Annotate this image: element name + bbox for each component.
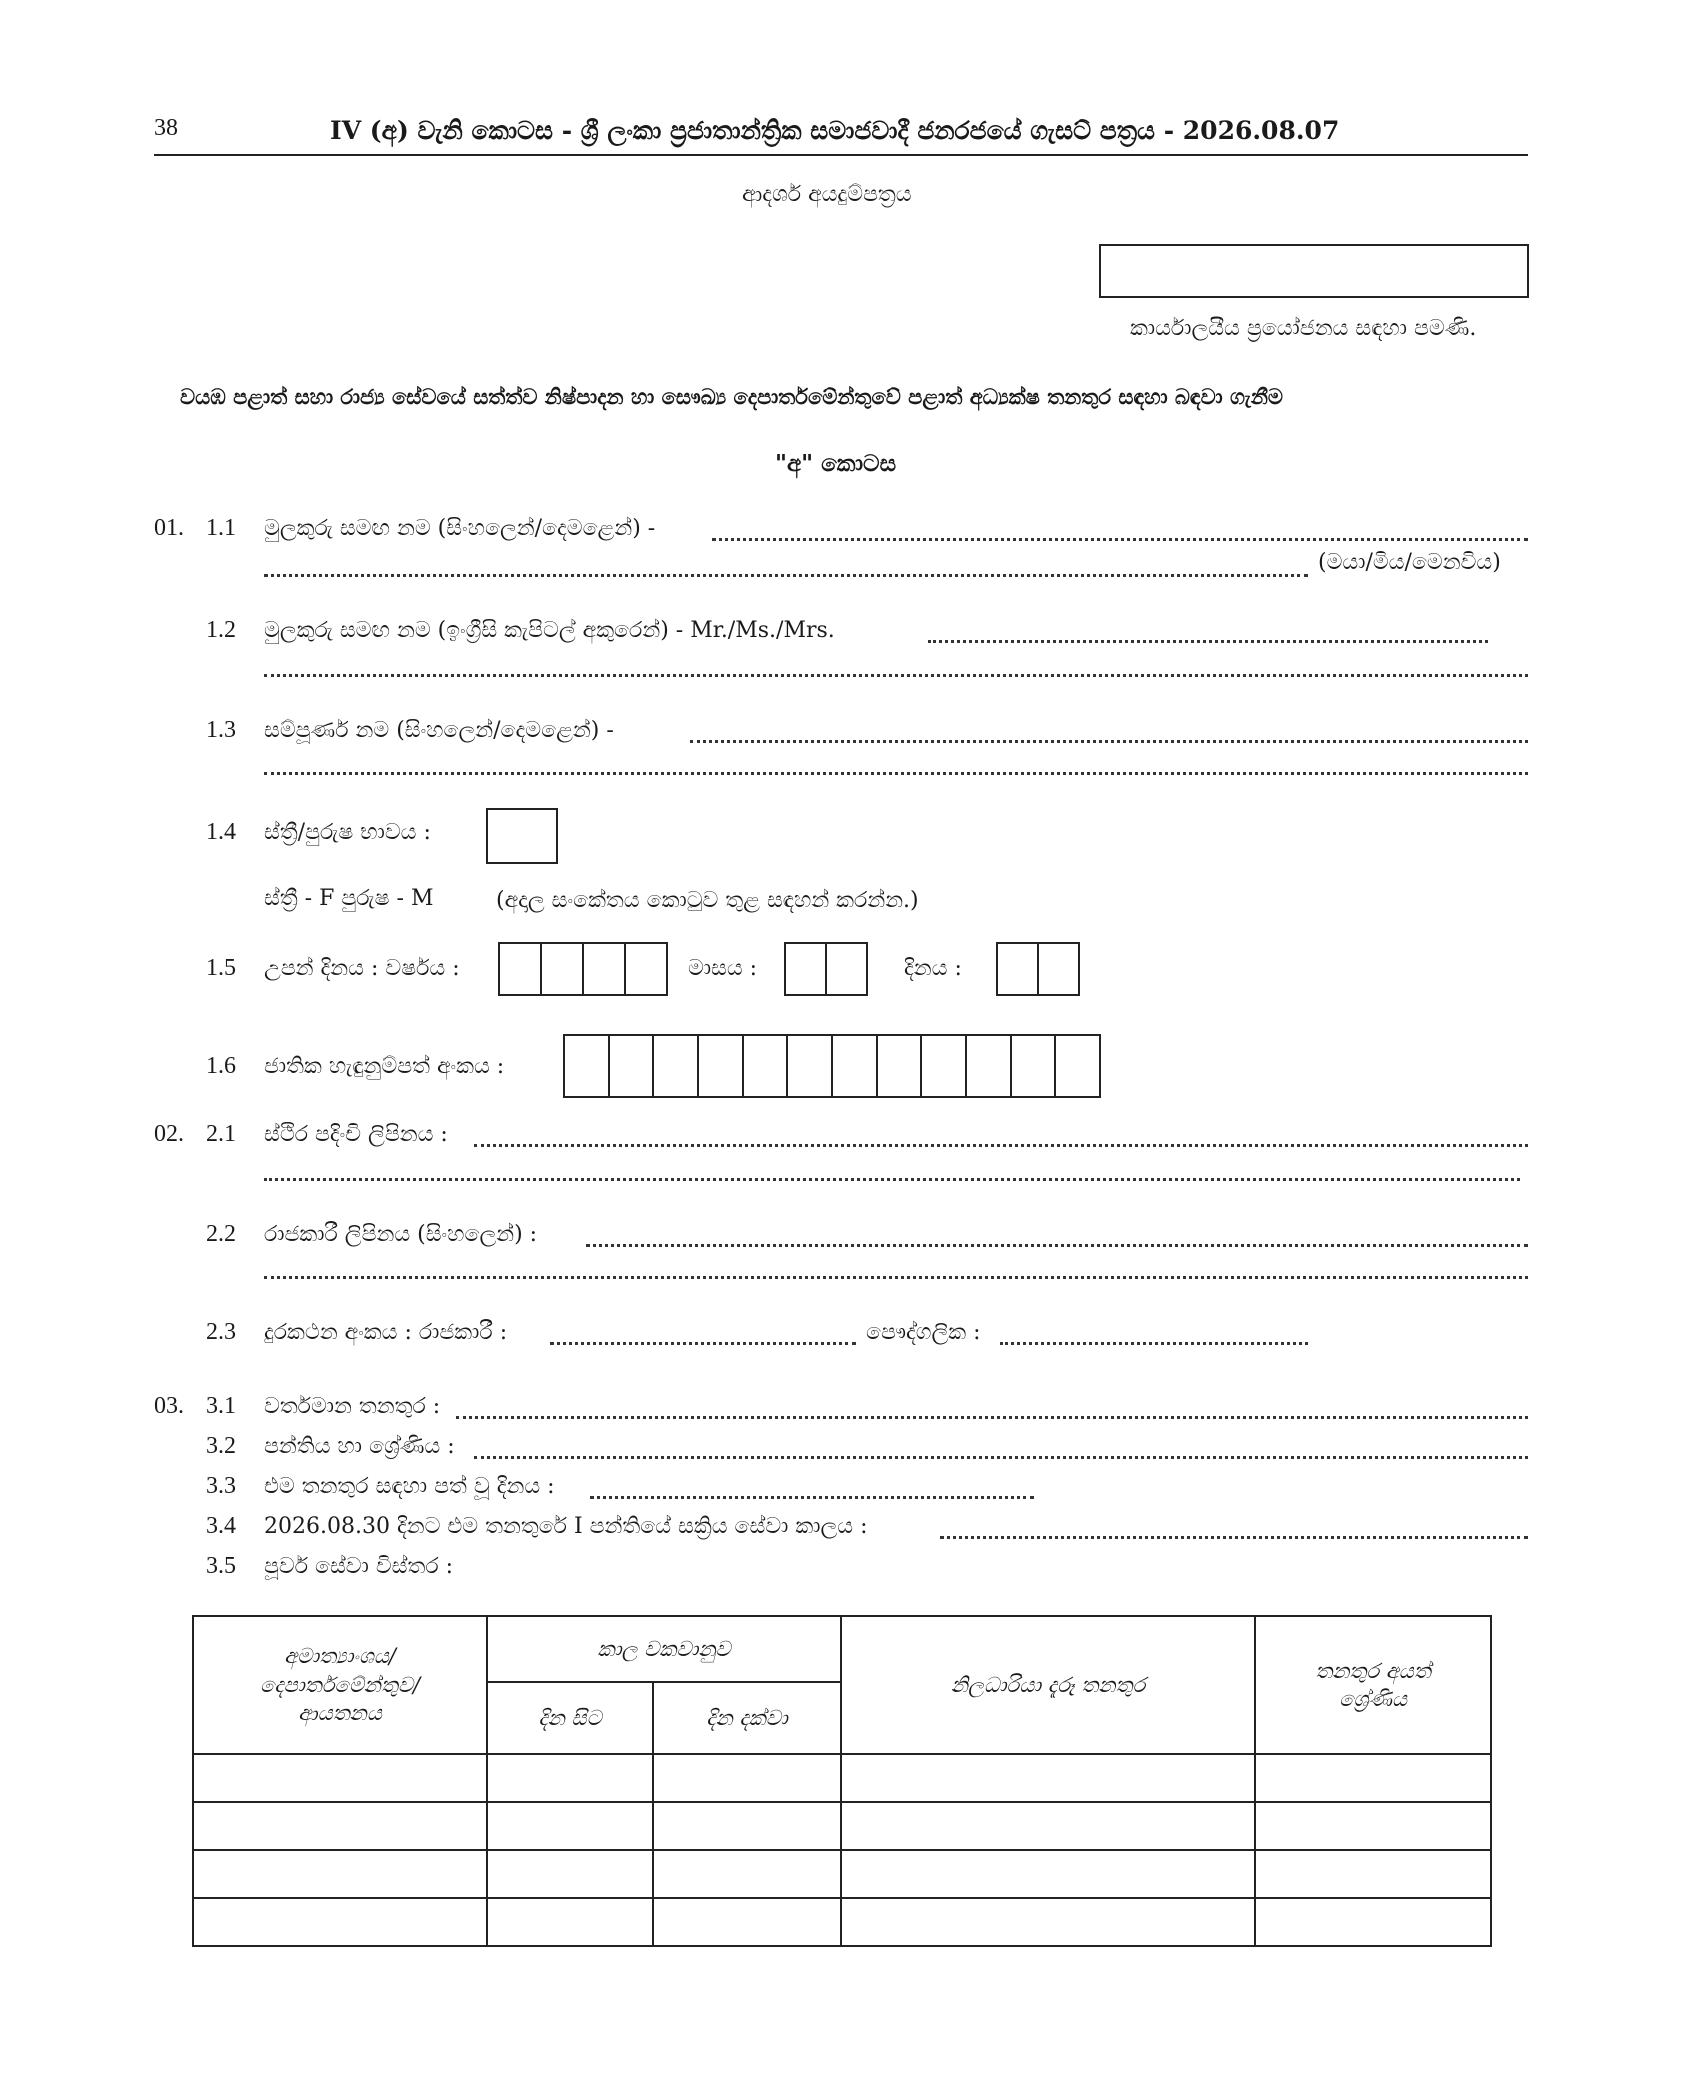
- birth-month-label: මාසය :: [688, 956, 758, 981]
- form-heading: ආදර්ශ අයදුම්පත්‍රය: [742, 182, 912, 207]
- q1-6-label: ජාතික හැඳුනුම්පත් අංකය :: [264, 1054, 505, 1079]
- table-cell[interactable]: [487, 1898, 653, 1946]
- q3-2-number: 3.2: [206, 1433, 236, 1459]
- gazette-header-title: IV (අ) වැනි කොටස - ශ්‍රී ලංකා ප්‍රජාතාන්ත්‍රික සමාජවාදී ජනරජයේ ගැසට් පත්‍රය - 2026.08.07: [330, 116, 1340, 145]
- q1-3-label: සම්පූර්ණ නම (සිංහලෙන්/දෙමළෙන්) -: [264, 718, 614, 743]
- nic-number-boxes[interactable]: [563, 1034, 1101, 1098]
- birth-month-boxes[interactable]: [784, 942, 868, 996]
- table-cell[interactable]: [653, 1850, 841, 1898]
- q1-1-number: 1.1: [206, 515, 236, 541]
- table-cell[interactable]: [193, 1850, 487, 1898]
- birth-year-boxes[interactable]: [498, 942, 668, 996]
- header-grade: තනතුර අයත් ශ්‍රේණිය: [1255, 1616, 1491, 1754]
- section-02-number: 02.: [154, 1121, 184, 1147]
- previous-service-table: [192, 1615, 1492, 1947]
- main-title: වයඹ පළාත් සහා රාජ්‍ය සේවයේ සත්ත්ව නිෂ්පාදන හා සෞඛ්‍ය දෙපාර්තමේන්තුවේ පළාත් අධ්‍යක්ෂ තනතුර සඳහා බඳවා ගැනීම: [180, 384, 1283, 409]
- table-cell[interactable]: [193, 1898, 487, 1946]
- gender-code-box[interactable]: [486, 808, 558, 864]
- q3-3-label: එම තනතුර සඳහා පත් වූ දිනය :: [264, 1474, 555, 1499]
- table-cell[interactable]: [841, 1754, 1255, 1802]
- header-to-date: දින දක්වා: [653, 1682, 841, 1754]
- table-cell[interactable]: [1255, 1898, 1491, 1946]
- q3-1-number: 3.1: [206, 1393, 236, 1419]
- q1-3-input-line-1[interactable]: [690, 740, 1528, 743]
- q1-1-input-line-1[interactable]: [712, 538, 1528, 541]
- q2-2-number: 2.2: [206, 1221, 236, 1247]
- table-cell[interactable]: [653, 1898, 841, 1946]
- q2-2-input-line-2[interactable]: [264, 1276, 1528, 1279]
- q2-1-label: ස්ථිර පදිංචි ලිපිනය :: [264, 1122, 448, 1147]
- header-period: කාල වකවානුව: [487, 1616, 841, 1682]
- q1-2-number: 1.2: [206, 617, 236, 643]
- table-cell[interactable]: [193, 1754, 487, 1802]
- header-rule: [154, 154, 1528, 156]
- q3-3-number: 3.3: [206, 1473, 236, 1499]
- birth-day-boxes[interactable]: [996, 942, 1080, 996]
- table-cell[interactable]: [193, 1802, 487, 1850]
- table-cell[interactable]: [841, 1802, 1255, 1850]
- q2-1-input-line-1[interactable]: [474, 1144, 1528, 1147]
- table-cell[interactable]: [1255, 1802, 1491, 1850]
- table-cell[interactable]: [653, 1754, 841, 1802]
- page-number: 38: [154, 115, 178, 141]
- table-row: [193, 1898, 1491, 1946]
- table-cell[interactable]: [487, 1850, 653, 1898]
- section-01-number: 01.: [154, 515, 184, 541]
- office-use-label: කාර්යාලයීය ප්‍රයෝජනය සඳහා පමණි.: [1130, 316, 1477, 341]
- table-row: [193, 1802, 1491, 1850]
- q1-5-number: 1.5: [206, 955, 236, 981]
- table-row: [193, 1754, 1491, 1802]
- table-cell[interactable]: [487, 1754, 653, 1802]
- table-row: [193, 1850, 1491, 1898]
- table-cell[interactable]: [1255, 1754, 1491, 1802]
- q3-5-number: 3.5: [206, 1553, 236, 1579]
- q2-2-input-line-1[interactable]: [586, 1244, 1528, 1247]
- official-phone-input[interactable]: [550, 1342, 856, 1345]
- table-cell[interactable]: [1255, 1850, 1491, 1898]
- q1-1-input-line-2[interactable]: [264, 574, 1308, 577]
- q3-4-input-line[interactable]: [940, 1536, 1528, 1539]
- table-cell[interactable]: [841, 1850, 1255, 1898]
- gender-code-hint: (අදාල සංකේතය කොටුව තුළ සඳහන් කරන්න.): [496, 888, 919, 913]
- q3-2-input-line[interactable]: [474, 1456, 1528, 1459]
- q2-2-label: රාජකාරී ලිපිනය (සිංහලෙන්) :: [264, 1222, 538, 1247]
- q1-1-label: මුලකුරු සමඟ නම (සිංහලෙන්/දෙමළෙන්) -: [264, 516, 656, 541]
- q2-1-input-line-2[interactable]: [264, 1178, 1520, 1181]
- office-use-box[interactable]: [1099, 244, 1529, 298]
- q3-4-label: 2026.08.30 දිනට එම තනතුරේ I පන්තියේ සක්‍රිය සේවා කාලය :: [264, 1514, 868, 1539]
- q3-2-label: පන්තිය හා ශ්‍රේණිය :: [264, 1434, 455, 1459]
- q1-1-suffix: (මයා/මිය/මෙනවිය): [1318, 550, 1501, 575]
- personal-phone-label: පෞද්ගලික :: [866, 1320, 981, 1345]
- q1-4-label: ස්ත්‍රී/පුරුෂ භාවය :: [264, 820, 431, 845]
- section-03-number: 03.: [154, 1393, 184, 1419]
- q3-4-number: 3.4: [206, 1513, 236, 1539]
- table-cell[interactable]: [841, 1898, 1255, 1946]
- q2-1-number: 2.1: [206, 1121, 236, 1147]
- q1-2-input-line-2[interactable]: [264, 674, 1528, 677]
- q1-2-input-line-1[interactable]: [928, 640, 1488, 643]
- q1-3-number: 1.3: [206, 717, 236, 743]
- personal-phone-input[interactable]: [1000, 1342, 1308, 1345]
- birth-day-label: දිනය :: [904, 956, 962, 981]
- table-cell[interactable]: [487, 1802, 653, 1850]
- q1-2-label: මුලකුරු සමඟ නම (ඉංග්‍රීසි කැපිටල් අකුරෙන්) - Mr./Ms./Mrs.: [264, 618, 835, 643]
- q3-1-label: වර්තමාන තනතුර :: [264, 1394, 441, 1419]
- q3-1-input-line[interactable]: [456, 1416, 1528, 1419]
- q1-6-number: 1.6: [206, 1053, 236, 1079]
- q2-3-number: 2.3: [206, 1319, 236, 1345]
- q3-5-label: පූර්ව සේවා විස්තර :: [264, 1554, 454, 1579]
- q3-3-input-line[interactable]: [590, 1496, 1034, 1499]
- header-from-date: දින සිට: [487, 1682, 653, 1754]
- table-cell[interactable]: [653, 1802, 841, 1850]
- header-post-held: නිලධාරියා දැරූ තනතුර: [841, 1616, 1255, 1754]
- q1-4-number: 1.4: [206, 819, 236, 845]
- header-ministry: අමාත්‍යාංශය/ දෙපාර්තමේන්තුව/ ආයතනය: [193, 1616, 487, 1754]
- part-label: "අ" කොටස: [775, 450, 897, 477]
- q2-3-label: දුරකථන අංකය : රාජකාරී :: [264, 1320, 508, 1345]
- q1-5-label: උපන් දිනය : වර්ෂය :: [264, 956, 460, 981]
- gender-code-legend: ස්ත්‍රී - F පුරුෂ - M: [264, 886, 434, 911]
- q1-3-input-line-2[interactable]: [264, 772, 1528, 775]
